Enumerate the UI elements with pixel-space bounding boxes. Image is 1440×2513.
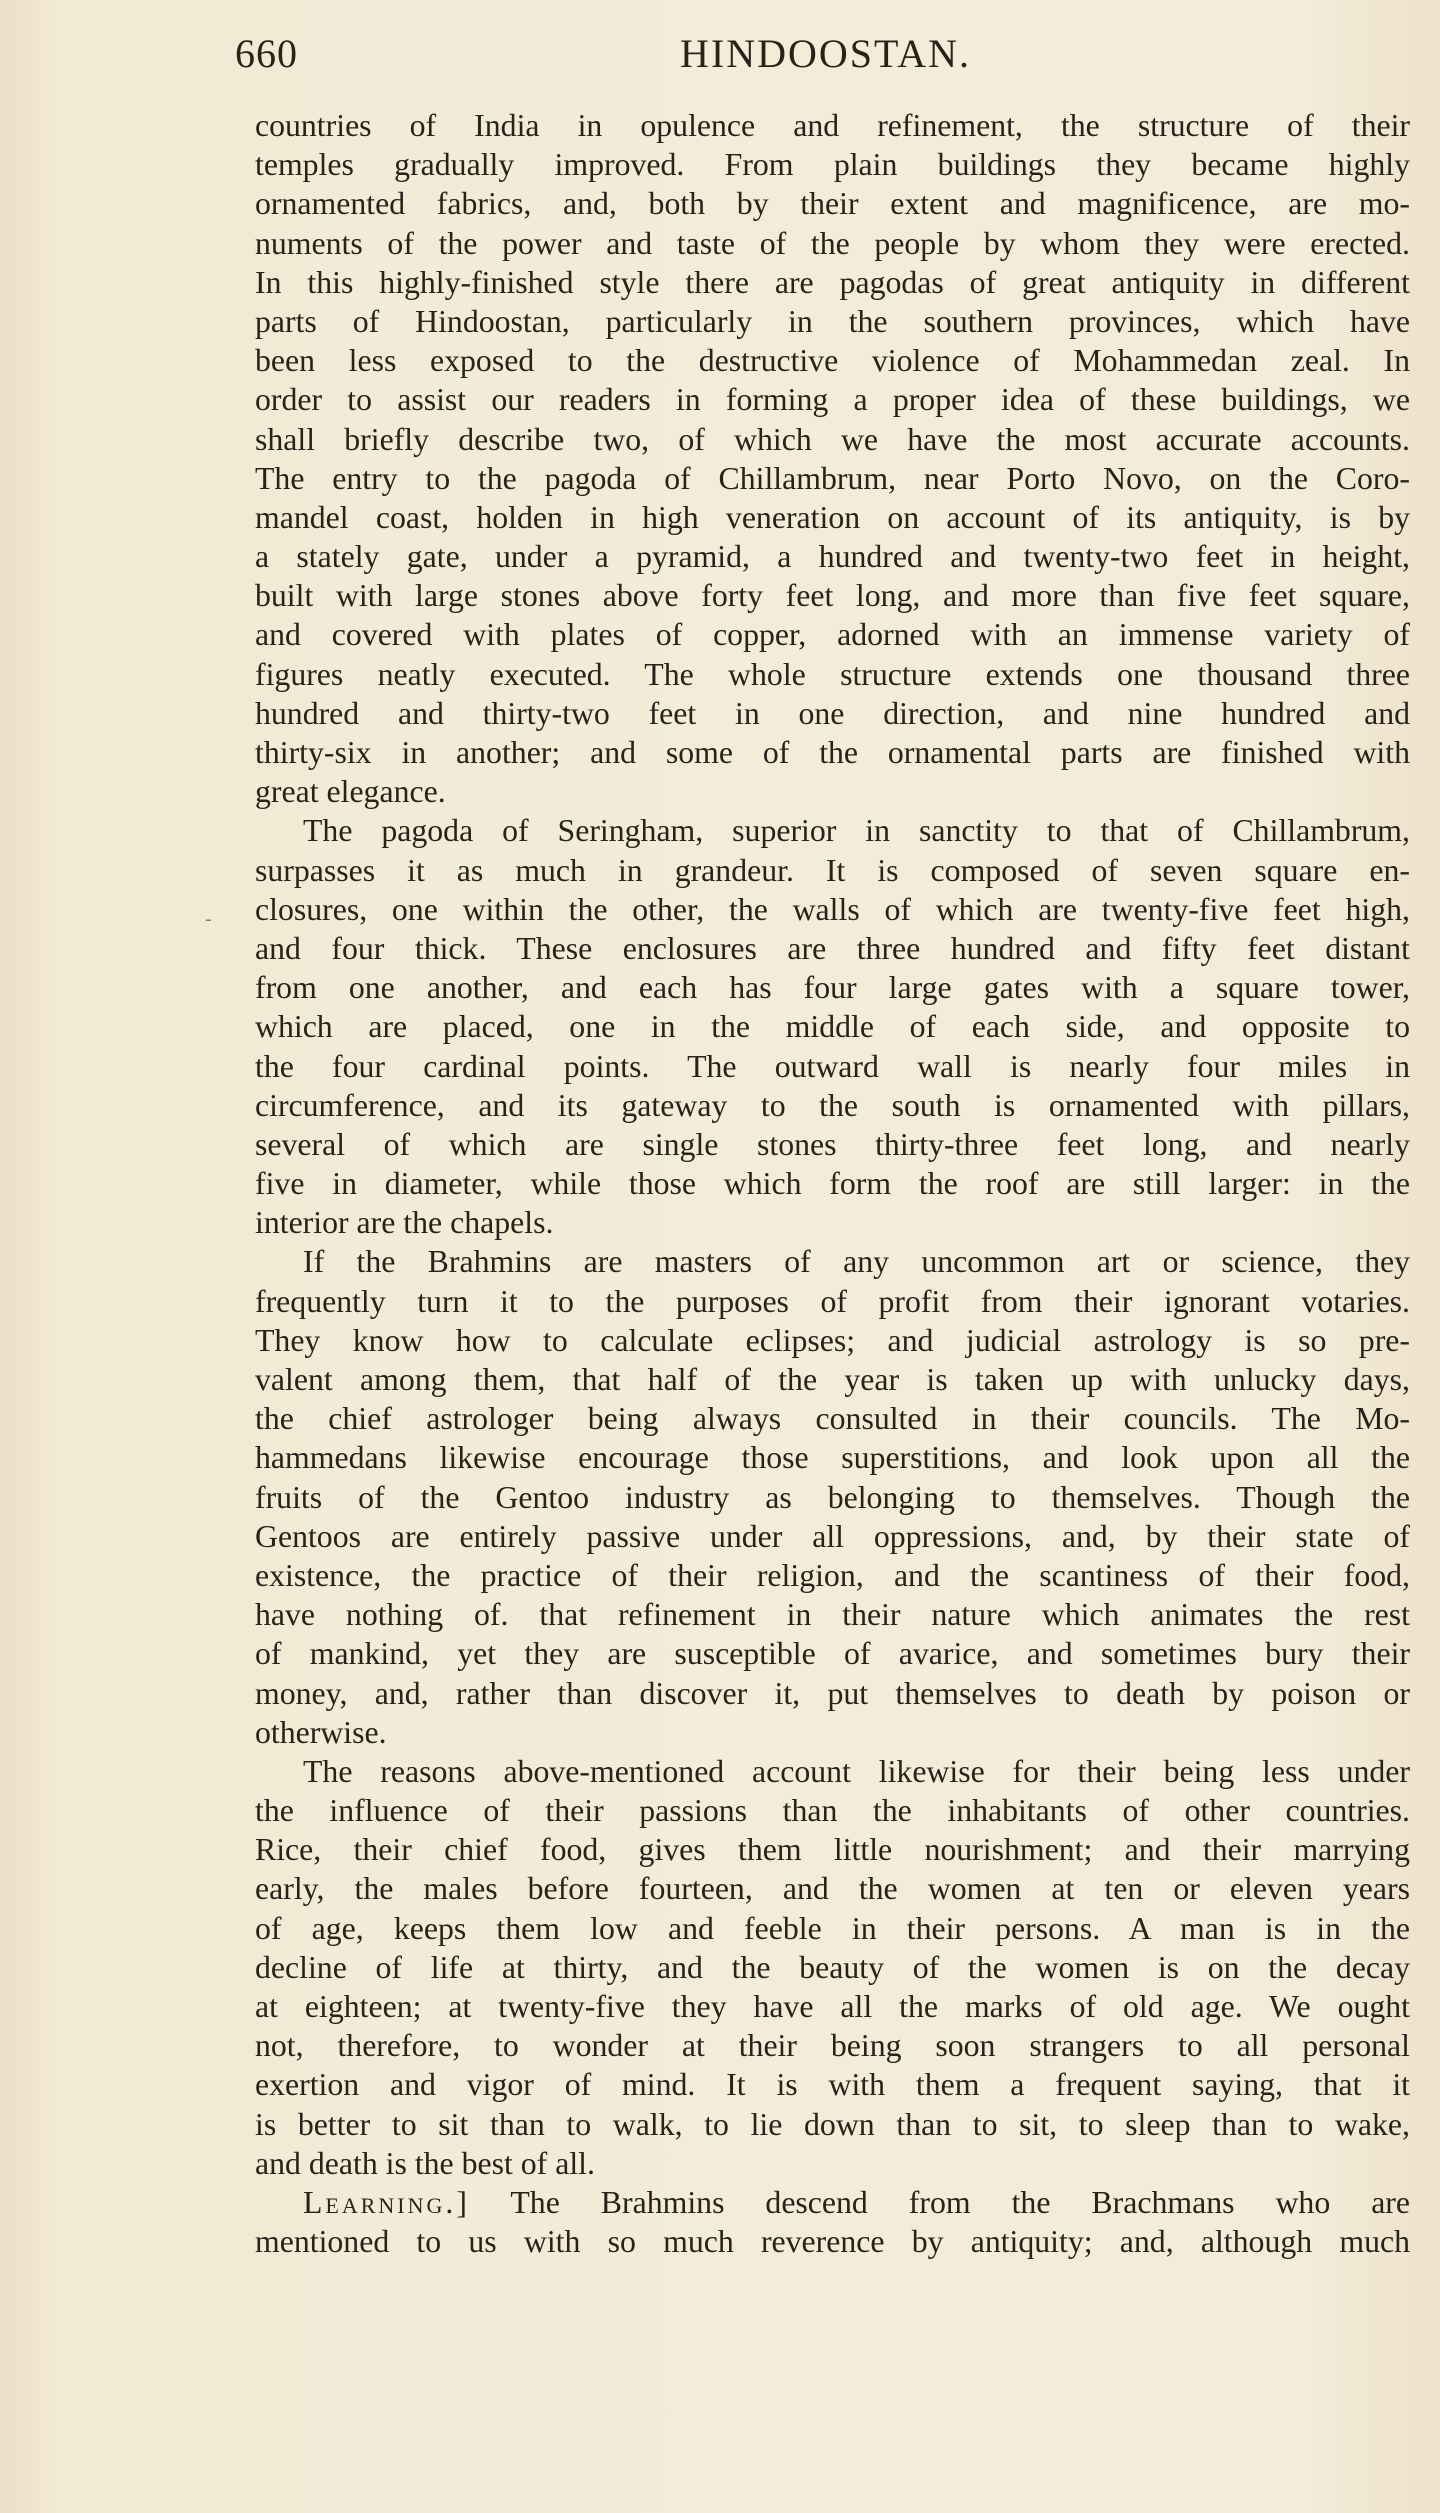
text-line: numents of the power and taste of the people by whom they were erected.: [255, 225, 1410, 261]
text-line: mandel coast, holden in high veneration on account of its antiquity, is by: [255, 499, 1410, 535]
text-line: and covered with plates of copper, adorned with an immense variety of: [255, 617, 1410, 653]
text-line: at eighteen; at twenty-five they have all the marks of old age. We ought: [255, 1989, 1410, 2024]
text-line: existence, the practice of their religion, and the scantiness of their food,: [255, 1557, 1410, 1593]
text-line: valent among them, that half of the year is taken up with unlucky days,: [255, 1362, 1410, 1397]
text-line: If the Brahmins are masters of any uncommon art or science, they: [303, 1244, 1410, 1280]
section-heading: Learning.]: [303, 2184, 470, 2220]
text-line: of mankind, yet they are susceptible of avarice, and sometimes bury their: [255, 1636, 1410, 1672]
text-line: not, therefore, to wonder at their being soon strangers to all personal: [255, 2028, 1410, 2064]
text-line: temples gradually improved. From plain buildings they became highly: [255, 147, 1410, 183]
margin-mark: -: [205, 908, 212, 930]
text-line: The entry to the pagoda of Chillambrum, near Porto Novo, on the Coro-: [255, 460, 1410, 496]
text-line: The pagoda of Seringham, superior in sanctity to that of Chillambrum,: [303, 813, 1410, 849]
paragraph-p2: [255, 811, 1410, 1242]
paragraph-p1: [255, 106, 1410, 811]
text-line: In this highly-finished style there are pagodas of great antiquity in different: [255, 264, 1410, 300]
text-line: great elegance.: [255, 774, 446, 810]
text-line: countries of India in opulence and refinement, the structure of their: [255, 108, 1410, 143]
page-header: [225, 30, 1225, 80]
page-number: 660: [235, 31, 298, 76]
text-line: thirty-six in another; and some of the ornamental parts are finished with: [255, 735, 1410, 770]
text-line: five in diameter, while those which form the roof are still larger: in the: [255, 1166, 1410, 1202]
text-line: a stately gate, under a pyramid, a hundred and twenty-two feet in height,: [255, 539, 1410, 575]
section-text: The Brahmins descend from the Brachmans who are: [510, 2184, 1411, 2220]
text-line: ornamented fabrics, and, both by their extent and magnificence, are mo-: [255, 186, 1410, 222]
text-line: mentioned to us with so much reverence by antiquity; and, although much: [255, 2224, 1410, 2260]
text-line: have nothing of. that refinement in their nature which animates the rest: [255, 1597, 1410, 1633]
text-line: The reasons above-mentioned account likewise for their being less under: [303, 1753, 1410, 1789]
paragraph-learning: [255, 2183, 1410, 2261]
text-line: [255, 2183, 1410, 2222]
text-line: figures neatly executed. The whole structure extends one thousand three: [255, 656, 1410, 692]
text-line: is better to sit than to walk, to lie down than to sit, to sleep than to wake,: [255, 2106, 1410, 2142]
text-line: interior are the chapels.: [255, 1205, 554, 1241]
running-title: HINDOOSTAN.: [680, 31, 972, 76]
text-line: They know how to calculate eclipses; and judicial astrology is so pre-: [255, 1322, 1410, 1358]
text-line: circumference, and its gateway to the south is ornamented with pillars,: [255, 1087, 1410, 1123]
text-line: from one another, and each has four large gates with a square tower,: [255, 970, 1410, 1006]
text-line: frequently turn it to the purposes of profit from their ignorant votaries.: [255, 1283, 1410, 1319]
text-line: and four thick. These enclosures are three hundred and fifty feet distant: [255, 930, 1410, 966]
text-line: been less exposed to the destructive violence of Mohammedan zeal. In: [255, 343, 1410, 379]
text-line: the four cardinal points. The outward wall is nearly four miles in: [255, 1048, 1410, 1084]
text-line: closures, one within the other, the walls of which are twenty-five feet high,: [255, 891, 1410, 927]
text-line: exertion and vigor of mind. It is with them a frequent saying, that it: [255, 2067, 1410, 2103]
text-line: hammedans likewise encourage those superstitions, and look upon all the: [255, 1440, 1410, 1476]
text-line: early, the males before fourteen, and the women at ten or eleven years: [255, 1871, 1410, 1907]
text-line: money, and, rather than discover it, put themselves to death by poison or: [255, 1675, 1410, 1711]
text-line: decline of life at thirty, and the beauty of the women is on the decay: [255, 1949, 1410, 1985]
body-text: [255, 106, 1410, 2261]
text-line: the chief astrologer being always consulted in their councils. The Mo-: [255, 1401, 1410, 1437]
text-line: the influence of their passions than the inhabitants of other countries.: [255, 1793, 1410, 1829]
text-line: order to assist our readers in forming a proper idea of these buildings, we: [255, 382, 1410, 418]
text-line: and death is the best of all.: [255, 2145, 595, 2181]
text-line: of age, keeps them low and feeble in their persons. A man is in the: [255, 1910, 1410, 1946]
text-line: several of which are single stones thirty-three feet long, and nearly: [255, 1126, 1410, 1162]
text-line: hundred and thirty-two feet in one direction, and nine hundred and: [255, 695, 1410, 731]
text-line: built with large stones above forty feet long, and more than five feet square,: [255, 578, 1410, 614]
paragraph-p4: [255, 1752, 1410, 2183]
text-line: shall briefly describe two, of which we have the most accurate accounts.: [255, 421, 1410, 457]
text-line: otherwise.: [255, 1714, 387, 1750]
text-line: Gentoos are entirely passive under all oppressions, and, by their state of: [255, 1518, 1410, 1554]
paragraph-p3: [255, 1242, 1410, 1751]
text-line: parts of Hindoostan, particularly in the southern provinces, which have: [255, 303, 1410, 339]
text-line: which are placed, one in the middle of each side, and opposite to: [255, 1009, 1410, 1045]
text-line: fruits of the Gentoo industry as belonging to themselves. Though the: [255, 1479, 1410, 1515]
text-line: surpasses it as much in grandeur. It is composed of seven square en-: [255, 852, 1410, 888]
text-line: Rice, their chief food, gives them little nourishment; and their marrying: [255, 1832, 1410, 1868]
